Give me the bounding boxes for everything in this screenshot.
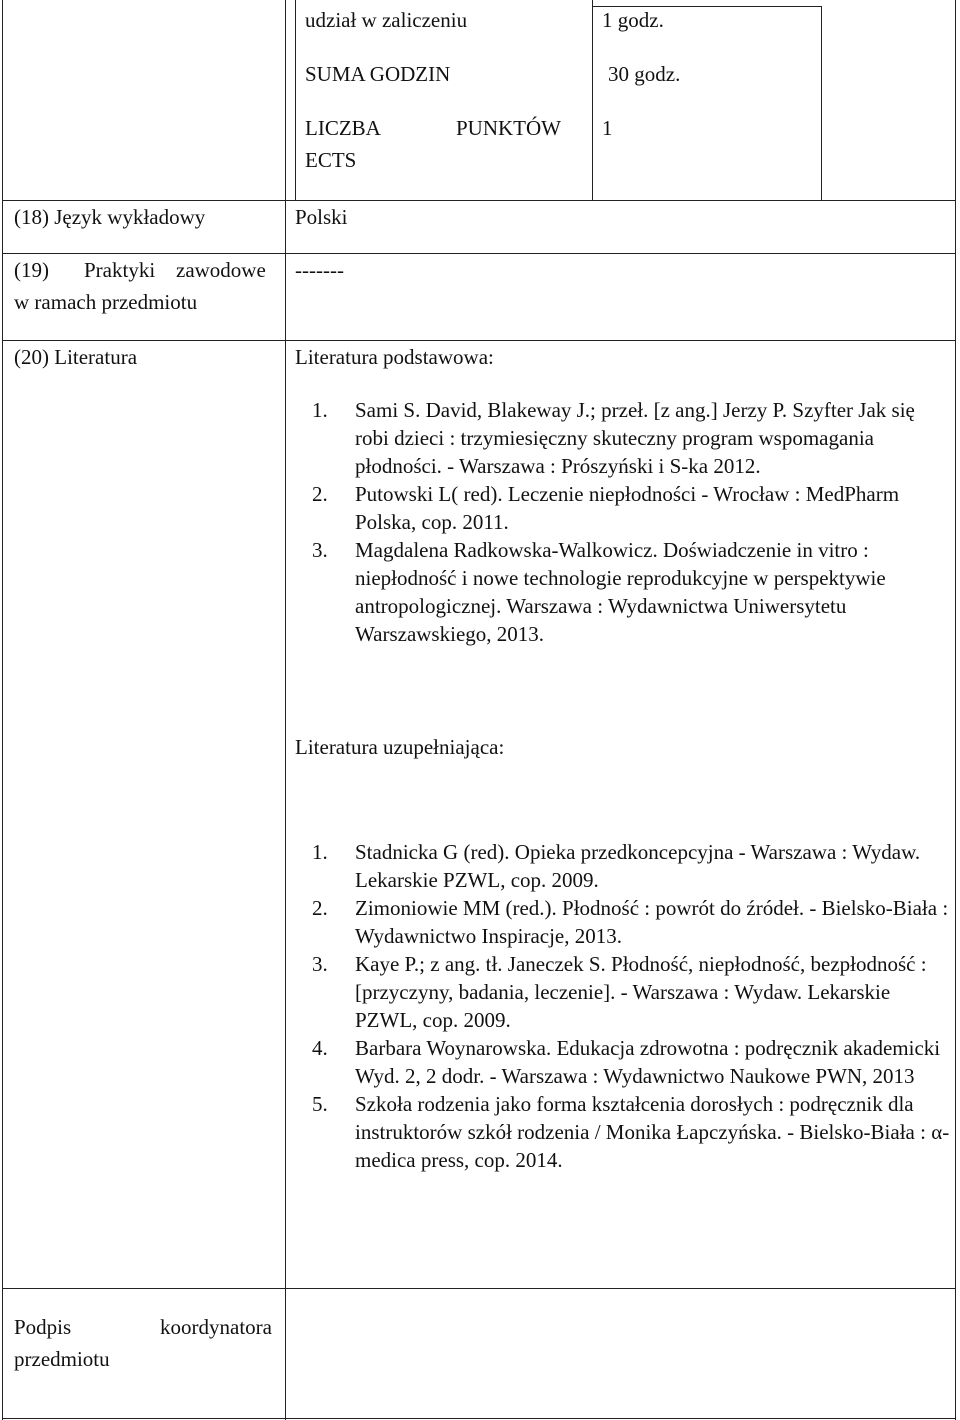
section-19-label-line2: w ramach przedmiotu [14,290,198,314]
item-text: Sami S. David, Blakeway J.; przeł. [z ang.] Jerzy P. Szyfter Jak się robi dzieci : trzymiesięczny skuteczny program wspomagania płodności. - Warszawa : Prószyński i S-ka 2012. [355,398,915,478]
ects-label-word2: PUNKTÓW [456,116,561,140]
section-19-value: ------- [295,258,344,282]
list-item [312,480,952,536]
item-text: Barbara Woynarowska. Edukacja zdrowotna : podręcznik akademicki Wyd. 2, 2 dodr. - Warszawa : Wydawnictwo Naukowe PWN, 2013 [355,1036,941,1088]
row-divider-19 [2,253,956,254]
list-item [312,1034,952,1090]
label-column-divider [285,0,286,1288]
list-item [312,1090,952,1174]
signature-column-divider [285,1288,286,1420]
hours-row-label: SUMA GODZIN [305,62,451,86]
item-number: 2. [312,896,328,920]
list-item [312,536,952,648]
item-number: 3. [312,538,328,562]
section-20-label: (20) Literatura [14,345,138,369]
item-text: Szkoła rodzenia jako forma kształcenia dorosłych : podręcznik dla instruktorów szkół rodzenia / Monika Łapczyńska. - Bielsko-Biała : α-medica press, cop. 2014. [355,1092,950,1172]
list-item [312,838,952,894]
basic-literature-heading: Literatura podstawowa: [295,345,494,369]
section-19-label-w2: Praktyki [84,258,156,282]
supplementary-literature-list [312,838,952,1174]
signature-field[interactable] [287,1290,954,1417]
item-text: Magdalena Radkowska-Walkowicz. Doświadczenie in vitro : niepłodność i nowe technologie reprodukcyjne w perspektywie antropologicznej. Warszawa : Wydawnictwa Uniwersytetu Warszawskiego, 2013. [355,538,886,646]
supplementary-literature-heading: Literatura uzupełniająca: [295,735,505,759]
table-border-left [2,0,3,1420]
item-text: Kaye P.; z ang. tł. Janeczek S. Płodność, niepłodność, bezpłodność : [przyczyny, badania, leczenie]. - Warszawa : Wydaw. Lekarskie PZWL, cop. 2009. [355,952,927,1032]
item-text: Putowski L( red). Leczenie niepłodności - Wrocław : MedPharm Polska, cop. 2011. [355,482,900,534]
hours-row-label: udział w zaliczeniu [305,8,468,32]
item-text: Stadnicka G (red). Opieka przedkoncepcyjna - Warszawa : Wydaw. Lekarskie PZWL, cop. 2009. [355,840,921,892]
hours-table-left [295,0,296,200]
ects-label-word3: ECTS [305,148,357,172]
signature-label [14,1311,272,1375]
list-item [312,950,952,1034]
basic-literature-list [312,396,952,648]
list-item [312,396,952,480]
section-18-value: Polski [295,205,348,229]
hours-row-value: 30 godz. [608,62,681,86]
item-number: 1. [312,398,328,422]
signature-word2: koordynatora [160,1315,272,1339]
item-number: 3. [312,952,328,976]
item-number: 4. [312,1036,328,1060]
hours-table-mid [592,0,593,200]
table-border-bottom [2,1418,956,1419]
list-item [312,894,952,950]
row-divider-20 [2,340,956,341]
section-19-label-w1: (19) [14,258,49,282]
ects-label-word1: LICZBA [305,116,381,140]
ects-value: 1 [602,116,613,140]
item-number: 5. [312,1092,328,1116]
section-19-label-w3: zawodowe [176,258,266,282]
item-number: 2. [312,482,328,506]
row-divider-18 [2,200,956,201]
item-number: 1. [312,840,328,864]
row-divider-signature [2,1288,956,1289]
table-border-right [955,0,956,1420]
signature-line2: przedmiotu [14,1347,110,1371]
item-text: Zimoniowie MM (red.). Płodność : powrót do źródeł. - Bielsko-Biała : Wydawnictwo Inspiracje, 2013. [355,896,949,948]
section-18-label: (18) Język wykładowy [14,205,206,229]
signature-word1: Podpis [14,1315,72,1339]
hours-row-value: 1 godz. [602,8,664,32]
hours-table-right [821,6,822,200]
